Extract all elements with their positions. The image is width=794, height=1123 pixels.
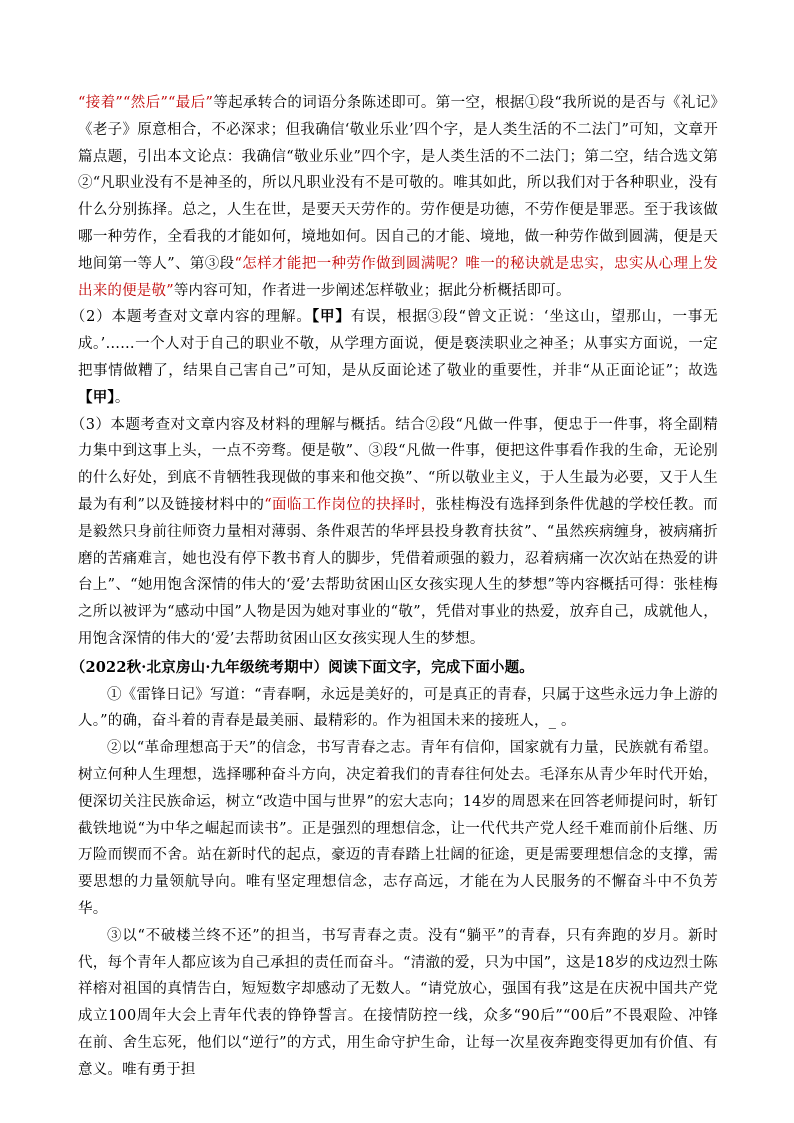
question-source-heading: （2022秋·北京房山·九年级统考期中）阅读下面文字，完成下面小题。 (70, 658, 534, 676)
body-text: 等内容可知，作者进一步阐述怎样敬业；据此分析概括即可。 (173, 282, 571, 299)
body-text: 有误，根据③段“曾文正说：‘坐这山，望那山，一事无成。’……一个人对于自己的职业不敬，从学理方面说，便是亵渎职业之神圣；从事实方面说，一定把事情做糟了，结果自己害自己”可知，是从反面论述了敬业的重要性，并非“从正面论证”；故选 (78, 309, 718, 379)
passage-paragraph-2: ②以“革命理想高于天”的信念，书写青春之志。青年有信仰，国家就有力量，民族就有希望。树立何种人生理想，选择哪种奋斗方向，决定着我们的青春往何处去。毛泽东从青少年时代开始，便深切关注民族命运，树立“改造中国与世界”的宏大志向；14岁的周恩来在回答老师提问时，斩钉截铁地说“为中华之崛起而读书”。正是强烈的理想信念，让一代代共产党人经千难而前仆后继、历万险而锲而不舍。站在新时代的起点，豪迈的青春踏上壮阔的征途，更是需要理想信念的支撑，需要思想的力量领航导向。唯有坚定理想信念，志存高远，才能在为人民服务的不懈奋斗中不负芳华。 (78, 740, 718, 917)
body-text: 等起承转合的词语分条陈述即可。第一空，根据①段“我所说的是否与《礼记》《老子》原意相合，不必深求；但我确信‘敬业乐业’四个字，是人类生活的不二法门”可知，文章开篇点题，引出本文论点：我确信“敬业乐业”四个字，是人类生活的不二法门；第二空，结合选文第②“凡职业没有不是神圣的，所以凡职业没有不是可敬的。唯其如此，所以我们对于各种职业，没有什么分别拣择。总之，人生在世，是要天天劳作的。劳作便是功德，不劳作便是罪恶。至于我该做哪一种劳作，全看我的才能如何，境地如何。因自己的才能、境地，做一种劳作做到圆满，便是天地间第一等人”、第③段 (78, 95, 718, 272)
option-label: 【甲】 (311, 308, 351, 326)
body-text: （3）本题考查对文章内容及材料的理解与概括。结合②段“凡做一件事，便忠于一件事，将全副精力集中到这事上头，一点不旁骛。便是敬”、③段“凡做一件事，便把这件事看作我的生命，无论别的什么好处，到底不肯牺牲我现做的事来和他交换”、“所以敬业主义，于人生最为必要，又于人生最为有利”以及链接材料中的 (70, 416, 718, 513)
body-text: 。 (114, 389, 130, 406)
document-page (70, 90, 719, 1083)
highlight-text: “接着”“然后”“最后” (78, 95, 214, 111)
body-text: （2）本题考查对文章内容的理解。 (70, 309, 312, 326)
highlight-text: “面临工作岗位的抉择时， (264, 496, 436, 513)
body-text: 张桂梅没有选择到条件优越的学校任教。而是毅然只身前往师资力量相对薄弱、条件艰苦的华坪县投身教育扶贫”、“虽然疾病缠身，被病痛折磨的苦痛难言，她也没有停下教书育人的脚步，凭借着顽强的毅力，忍着病痛一次次站在热爱的讲台上”、“她用饱含深情的伟大的‘爱’去帮助贫困山区女孩实现人生的梦想”等内容概括可得：张桂梅之所以被评为“感动中国”人物是因为她对事业的“敬”，凭借对事业的热爱，放弃自己，成就他人，用饱含深情的伟大的‘爱’去帮助贫困山区女孩实现人生的梦想。 (78, 496, 719, 647)
option-label: 【甲】 (78, 388, 115, 406)
passage-paragraph-3: ③以“不破楼兰终不还”的担当，书写青春之责。没有“躺平”的青春，只有奔跑的岁月。新时代，每个青年人都应该为自己承担的责任而奋斗。“清澈的爱，只为中国”，这是18岁的戍边烈士陈祥榕对祖国的真情告白，短短数字却感动了无数人。“请党放心，强国有我”这是在庆祝中国共产党成立100周年大会上青年代表的铮铮誓言。在接情防控一线，众多“90后”“00后”不畏艰险、冲锋在前、舍生忘死，他们以“逆行”的方式，用生命守护生命，让每一次星夜奔跑变得更加有价值、有意义。唯有勇于担 (78, 927, 718, 1078)
passage-paragraph-1: ①《雷锋日记》写道：“青春啊，永远是美好的，可是真正的青春，只属于这些永远力争上游的人。”的确，奋斗着的青春是最美丽、最精彩的。作为祖国未来的接班人，_ 。 (78, 686, 718, 730)
analysis-paragraph-1 (78, 90, 718, 304)
highlight-text: “怎样才能把一种劳作做到圆满呢？唯一的秘诀就是忠实，忠实从心理上发出来的便是敬” (78, 255, 718, 299)
analysis-paragraph-2 (70, 304, 718, 411)
analysis-paragraph-3 (70, 412, 719, 653)
